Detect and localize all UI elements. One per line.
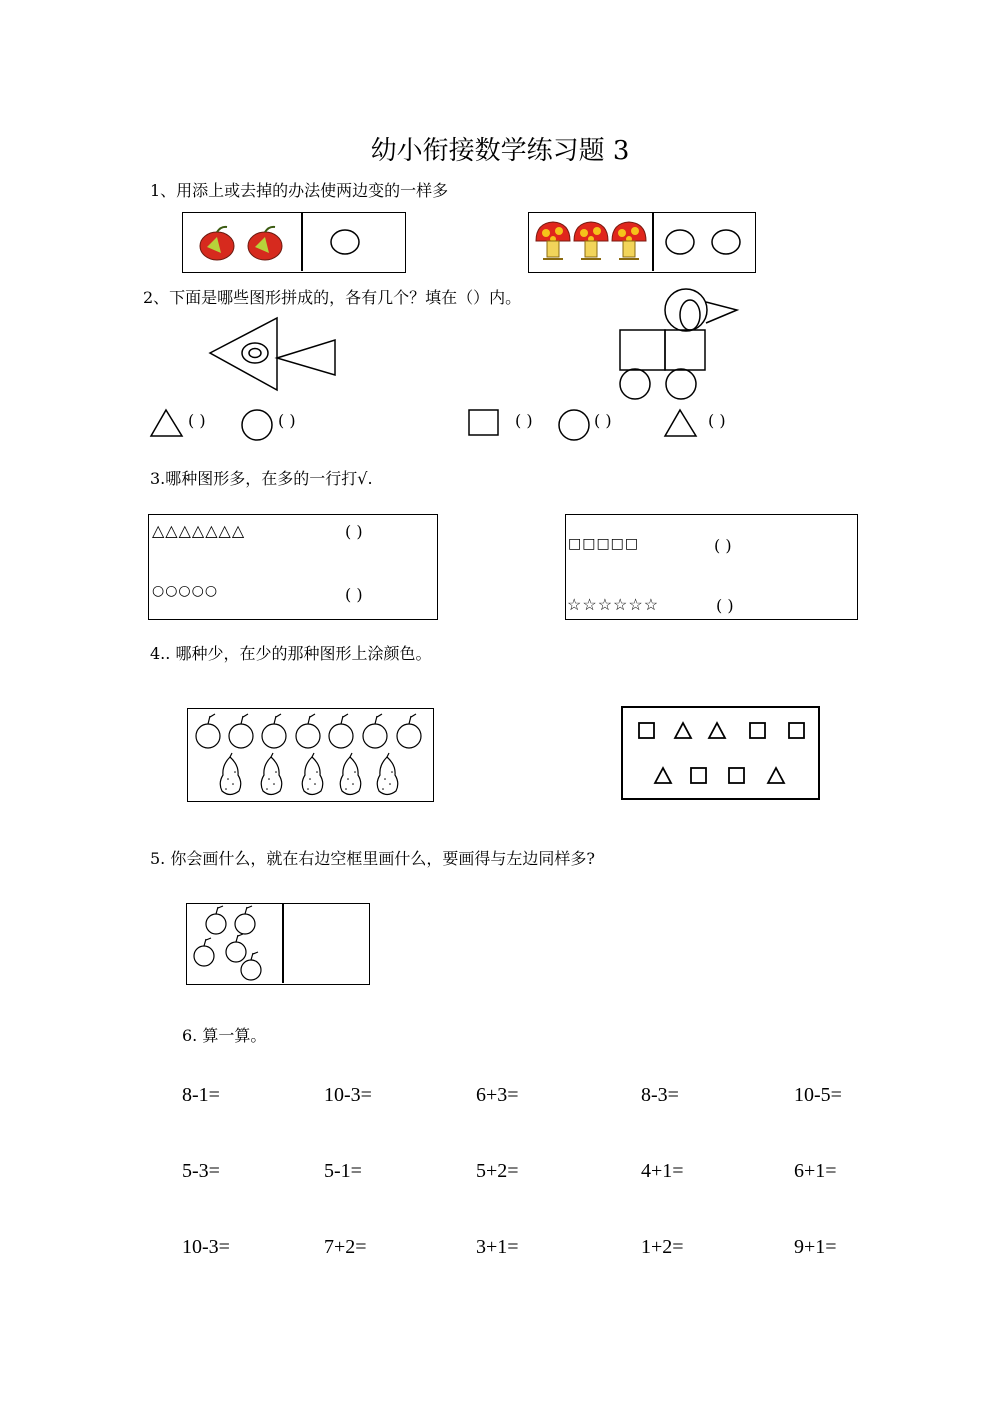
bird-cart-figure [615,288,745,403]
triangle-icon [663,408,699,438]
triangle-shape [675,723,691,738]
math-problem: 5+2= [476,1160,519,1182]
answer-blank[interactable]: ( ) [278,411,296,430]
apple-outline [241,952,261,980]
question-4-label: 4.. 哪种少，在少的那种图形上涂颜色。 [150,644,432,663]
question-2-label: 2、下面是哪些图形拼成的，各有几个？填在（）内。 [143,288,522,307]
math-problem: 1+2= [641,1236,684,1258]
circle-shape [663,227,697,257]
answer-blank[interactable]: ( ) [188,411,206,430]
q1-right-box [528,212,756,273]
pear-outline [261,753,282,795]
fish-figure [205,315,345,400]
apple-outline [196,714,220,748]
math-problem: 7+2= [324,1236,367,1258]
mushroom-picture [533,219,573,265]
star-row: ☆☆☆☆☆☆ [567,595,660,614]
square-shape [729,768,744,783]
answer-blank[interactable]: ( ) [515,411,533,430]
apples-and-pears-picture [188,709,433,801]
math-problem: 10-5= [794,1084,842,1106]
mushroom-picture [609,219,649,265]
pear-outline [340,753,361,795]
circle-icon [240,408,276,442]
question-5-label: 5. 你会画什么，就在右边空框里画什么，要画得与左边同样多? [150,849,595,868]
triangle-row: △△△△△△△ [152,521,246,540]
triangle-icon [149,408,185,438]
apple-picture [245,223,285,263]
question-3-label: 3.哪种图形多，在多的一行打√. [150,469,373,488]
apple-outline [363,714,387,748]
question-1-label: 1、用添上或去掉的办法使两边变的一样多 [150,181,449,200]
square-shape [691,768,706,783]
apple-outline [235,906,255,934]
circle-icon [557,408,593,442]
math-problem: 8-3= [641,1084,679,1106]
apples-picture [187,904,282,984]
circle-shape [709,227,743,257]
apple-outline [229,714,253,748]
triangle-shape [768,768,784,783]
square-row: □□□□□ [568,536,640,552]
q1-left-box [182,212,406,273]
check-blank[interactable]: ( ) [345,585,363,604]
math-problem: 8-1= [182,1084,220,1106]
pear-outline [377,753,398,795]
triangle-shape [709,723,725,738]
q3-left-box [148,514,438,620]
square-icon [467,408,501,438]
math-problem: 6+1= [794,1160,837,1182]
apple-outline [296,714,320,748]
apple-picture [197,223,237,263]
check-blank[interactable]: ( ) [716,596,734,615]
square-shape [750,723,765,738]
mushroom-picture [571,219,611,265]
triangle-shape [655,768,671,783]
check-blank[interactable]: ( ) [345,522,363,541]
apple-outline [262,714,286,748]
circle-shape [328,227,362,257]
square-shape [639,723,654,738]
math-problem: 6+3= [476,1084,519,1106]
math-problem: 9+1= [794,1236,837,1258]
math-problem: 10-3= [182,1236,230,1258]
answer-blank[interactable]: ( ) [708,411,726,430]
apple-outline [206,906,226,934]
math-problem: 5-3= [182,1160,220,1182]
q3-right-box [565,514,858,620]
math-problem: 4+1= [641,1160,684,1182]
math-problem: 10-3= [324,1084,372,1106]
answer-blank[interactable]: ( ) [594,411,612,430]
box-divider [301,213,303,271]
apple-outline [397,714,421,748]
q4-left-box [187,708,434,802]
box-divider [282,904,284,983]
page-title: 幼小衔接数学练习题 3 [370,136,630,166]
math-problem: 5-1= [324,1160,362,1182]
pear-outline [220,753,241,795]
shapes-picture [623,708,819,798]
question-6-label: 6. 算一算。 [182,1026,267,1045]
check-blank[interactable]: ( ) [714,536,732,555]
apple-outline [329,714,353,748]
box-divider [652,213,654,271]
apple-outline [194,938,214,966]
q4-right-box [621,706,820,800]
apple-outline [226,934,246,962]
q5-box [186,903,370,985]
math-problem: 3+1= [476,1236,519,1258]
square-shape [789,723,804,738]
circle-row: ○○○○○ [152,583,219,599]
pear-outline [302,753,323,795]
